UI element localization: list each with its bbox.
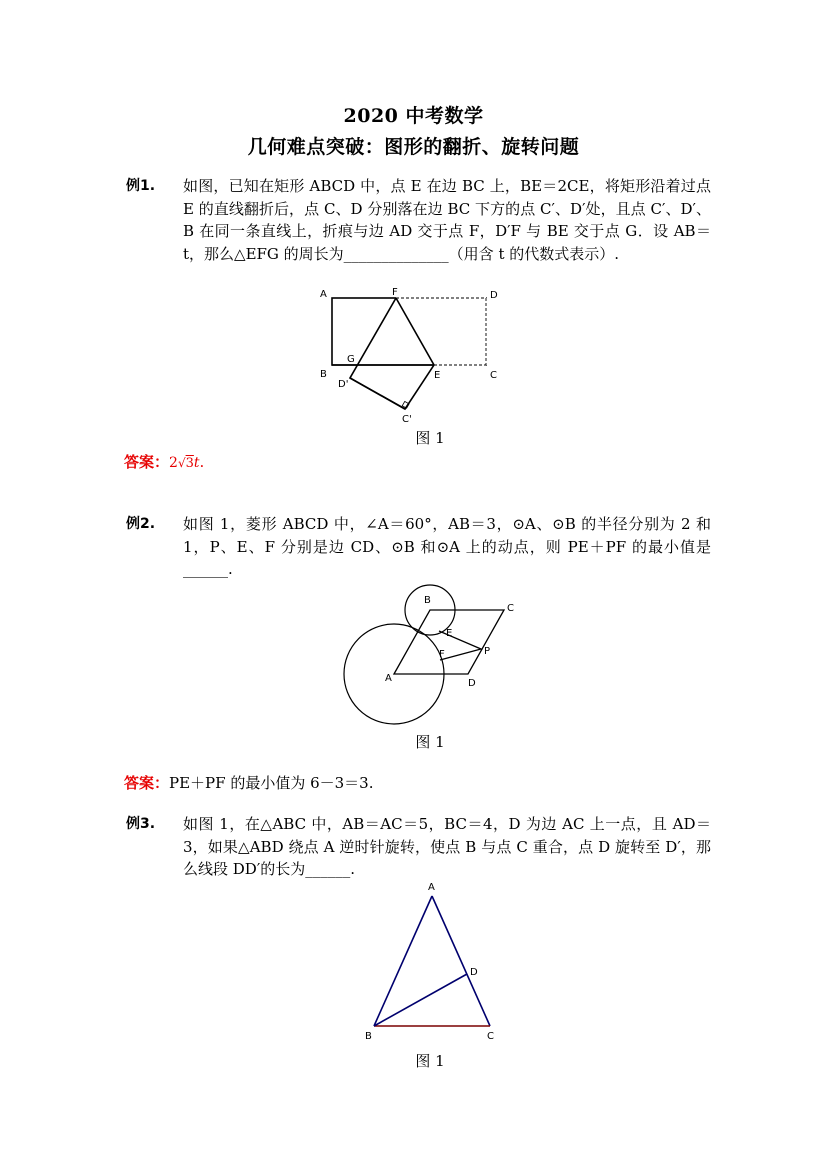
- fig3-label-A: A: [428, 882, 435, 893]
- fig1-rect-left: [332, 298, 486, 365]
- fig1-label-F: F: [392, 287, 398, 298]
- example-2-text: 如图 1，菱形 ABCD 中，∠A＝60°，AB＝3，⊙A、⊙B 的半径分别为 2 和 1，P、E、F 分别是边 CD、⊙B 和⊙A 上的动点，则 PE＋PF 的最小值是______.: [183, 515, 711, 578]
- fig1-label-E: E: [434, 370, 441, 381]
- fig1-label-B: B: [320, 369, 327, 380]
- figure-2-caption: 图 1: [415, 733, 445, 751]
- page-title: 2020 中考数学: [343, 105, 484, 127]
- fig3-label-D: D: [470, 967, 478, 978]
- fig2-label-E: E: [446, 628, 453, 639]
- fig2-label-B: B: [424, 595, 431, 606]
- fig1-label-D: D: [490, 290, 498, 301]
- figure-3: [360, 878, 510, 1048]
- fig1-label-A: A: [320, 289, 327, 300]
- fig1-label-C: C: [490, 370, 497, 381]
- example-3-text: 如图 1，在△ABC 中，AB＝AC＝5，BC＝4，D 为边 AC 上一点，且 AD＝3，如果△ABD 绕点 A 逆时针旋转，使点 B 与点 C 重合，点 D 旋转至 D′，那么线段 DD′的长为______.: [183, 815, 711, 878]
- fig3-side-AC: [432, 896, 490, 1026]
- answer-label: 答案：: [124, 453, 170, 471]
- fig2-label-P: P: [484, 646, 491, 657]
- example-1-answer: [124, 451, 204, 472]
- example-2-answer: [124, 772, 374, 793]
- figure-2: [338, 580, 528, 730]
- fig2-label-F: F: [439, 649, 445, 660]
- example-1: [126, 175, 711, 265]
- example-2: [126, 513, 711, 581]
- answer-2-value: PE＋PF 的最小值为 6－3＝3.: [169, 774, 374, 792]
- figure-3-caption: 图 1: [415, 1052, 445, 1070]
- example-3-number: 例3.: [126, 816, 156, 832]
- example-3: [126, 813, 711, 881]
- example-1-number: 例1.: [126, 178, 156, 194]
- fig3-segment-BD: [374, 974, 467, 1026]
- page-subtitle: 几何难点突破：图形的翻折、旋转问题: [247, 136, 580, 158]
- fig3-label-B: B: [365, 1031, 372, 1042]
- answer-label: 答案：: [124, 774, 170, 792]
- fig3-label-C: C: [487, 1031, 494, 1042]
- fig2-label-C: C: [507, 603, 514, 614]
- fig1-label-G: G: [347, 354, 355, 365]
- fig2-label-A: A: [385, 673, 392, 684]
- fig1-label-C-prime: C': [402, 414, 412, 425]
- fig2-rhombus: [394, 610, 504, 674]
- figure-1: [310, 285, 510, 425]
- fig3-side-AB: [374, 896, 432, 1026]
- fig1-folded-quad: [350, 298, 434, 409]
- fig1-label-D-prime: D': [338, 379, 349, 390]
- example-1-text: 如图，已知在矩形 ABCD 中，点 E 在边 BC 上，BE＝2CE，将矩形沿着过点 E 的直线翻折后，点 C、D 分别落在边 BC 下方的点 C′、D′处，且点 C′、D′、B 在同一条直线上，折痕与边 AD 交于点 F，D′F 与 BE 交于点 G．设 AB＝t，那么△EFG 的周长为______________（用含 t 的代数式表示）.: [183, 177, 711, 263]
- answer-1-value: 2√3t.: [169, 453, 205, 471]
- figure-1-caption: 图 1: [415, 429, 445, 447]
- example-2-number: 例2.: [126, 516, 156, 532]
- fig2-label-D: D: [468, 678, 476, 689]
